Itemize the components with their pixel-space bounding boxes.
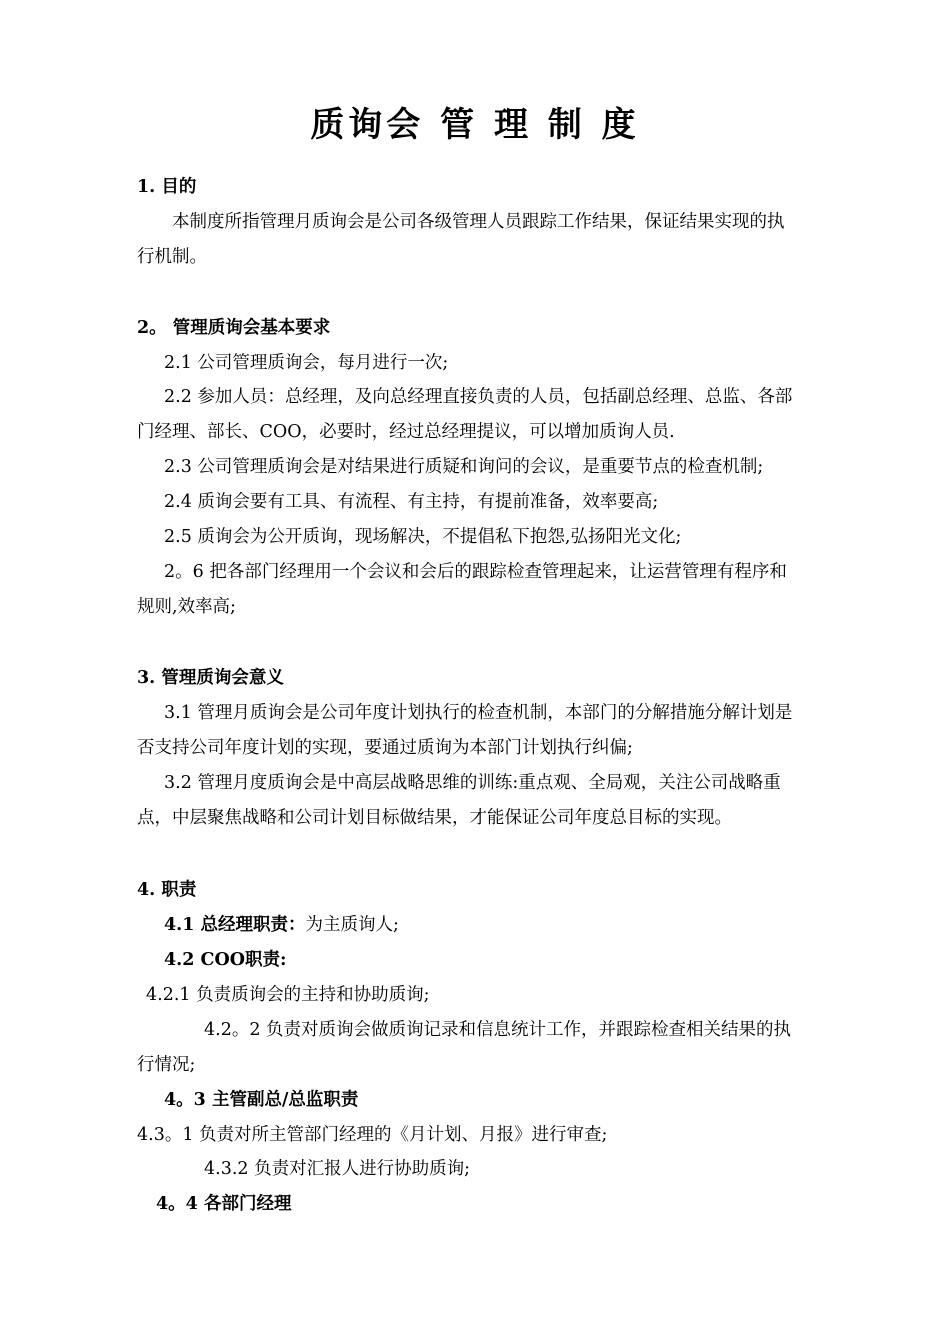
section-3-heading: 3. 管理质询会意义: [137, 668, 284, 688]
section-2-item-6-line-1: 2。6 把各部门经理用一个会议和会后的跟踪检查管理起来，让运营管理有程序和: [164, 562, 787, 582]
section-3-item-2-line-1: 3.2 管理月度质询会是中高层战略思维的训练:重点观、全局观，关注公司战略重: [164, 773, 781, 793]
section-4-item-4-2: 4.2 COO职责:: [164, 950, 287, 970]
section-1-paragraph-line-2: 行机制。: [137, 247, 207, 267]
section-4-item-4-2-2-line-1: 4.2。2 负责对质询会做质询记录和信息统计工作，并跟踪检查相关结果的执: [204, 1020, 792, 1040]
section-3-item-2-line-2: 点，中层聚焦战略和公司计划目标做结果，才能保证公司年度总目标的实现。: [137, 808, 732, 828]
section-2-item-2-line-1: 2.2 参加人员：总经理，及向总经理直接负责的人员，包括副总经理、总监、各部: [164, 387, 793, 407]
section-4-item-4-4: 4。4 各部门经理: [156, 1194, 292, 1214]
item-4-1-text: 为主质询人;: [305, 915, 399, 935]
section-2-heading: 2。 管理质询会基本要求: [137, 318, 331, 338]
section-4-heading: 4. 职责: [137, 880, 197, 900]
section-2-item-1: 2.1 公司管理质询会，每月进行一次;: [164, 353, 449, 373]
section-1-paragraph-line-1: 本制度所指管理月质询会是公司各级管理人员跟踪工作结果，保证结果实现的执: [172, 212, 785, 232]
section-4-item-4-3-1: 4.3。1 负责对所主管部门经理的《月计划、月报》进行审查;: [137, 1125, 608, 1145]
section-4-item-4-2-2-line-2: 行情况;: [137, 1055, 196, 1075]
section-4-item-4-3-2: 4.3.2 负责对汇报人进行协助质询;: [204, 1159, 470, 1179]
item-4-1-label: 4.1 总经理职责：: [164, 915, 306, 935]
section-2-item-5: 2.5 质询会为公开质询，现场解决，不提倡私下抱怨,弘扬阳光文化;: [164, 527, 682, 547]
section-3-item-1-line-2: 否支持公司年度计划的实现，要通过质询为本部门计划执行纠偏;: [137, 738, 633, 758]
section-3-item-1-line-1: 3.1 管理月质询会是公司年度计划执行的检查机制，本部门的分解措施分解计划是: [164, 703, 793, 723]
section-2-item-2-line-2: 门经理、部长、COO，必要时，经过总经理提议，可以增加质询人员.: [137, 422, 675, 442]
section-1-heading: 1. 目的: [137, 177, 197, 197]
section-4-item-4-3: 4。3 主管副总/总监职责: [164, 1090, 359, 1110]
page-title: 质询会 管 理 制 度: [310, 105, 640, 145]
section-2-item-3: 2.3 公司管理质询会是对结果进行质疑和询问的会议，是重要节点的检查机制;: [164, 457, 764, 477]
section-2-item-6-line-2: 规则,效率高;: [137, 597, 236, 617]
section-4-item-4-2-1: 4.2.1 负责质询会的主持和协助质询;: [146, 985, 430, 1005]
section-2-item-4: 2.4 质询会要有工具、有流程、有主持，有提前准备，效率要高;: [164, 492, 659, 512]
section-4-item-4-1: [164, 913, 399, 937]
